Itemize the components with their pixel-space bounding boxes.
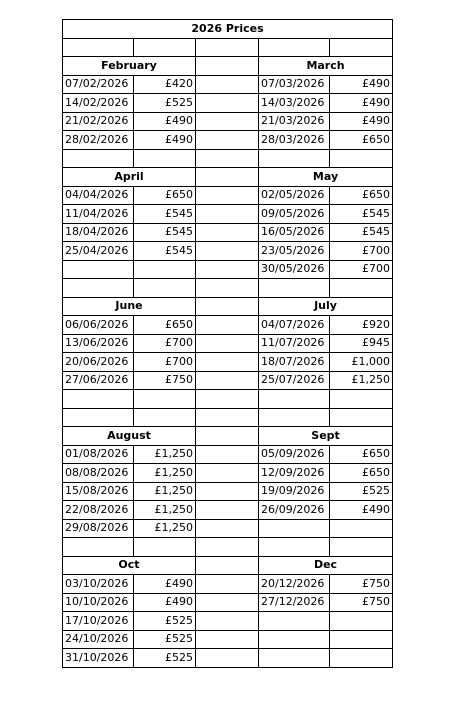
empty-cell xyxy=(196,593,259,612)
price-cell: £490 xyxy=(330,94,393,113)
empty-cell xyxy=(134,390,196,409)
empty-cell xyxy=(196,38,259,57)
spacer-row xyxy=(63,38,393,57)
price-cell: £420 xyxy=(134,75,196,94)
empty-cell xyxy=(330,279,393,298)
table-row xyxy=(63,612,393,631)
price-cell: £1,250 xyxy=(134,464,196,483)
price-table-body xyxy=(63,20,393,668)
empty-cell xyxy=(63,38,134,57)
price-cell: £750 xyxy=(134,371,196,390)
price-cell xyxy=(330,612,393,631)
spacer-row xyxy=(63,408,393,427)
date-cell: 06/06/2026 xyxy=(63,316,134,335)
date-cell: 11/07/2026 xyxy=(259,334,330,353)
spacer-row xyxy=(63,149,393,168)
month-heading: August xyxy=(63,427,196,446)
empty-cell xyxy=(196,427,259,446)
date-cell: 15/08/2026 xyxy=(63,482,134,501)
price-cell: £920 xyxy=(330,316,393,335)
empty-cell xyxy=(196,519,259,538)
date-cell: 13/06/2026 xyxy=(63,334,134,353)
empty-cell xyxy=(196,316,259,335)
empty-cell xyxy=(196,279,259,298)
table-row xyxy=(63,464,393,483)
empty-cell xyxy=(196,390,259,409)
price-cell: £490 xyxy=(134,593,196,612)
empty-cell xyxy=(196,168,259,187)
month-header-row xyxy=(63,297,393,316)
date-cell: 19/09/2026 xyxy=(259,482,330,501)
table-row xyxy=(63,186,393,205)
date-cell: 12/09/2026 xyxy=(259,464,330,483)
price-cell: £1,250 xyxy=(330,371,393,390)
date-cell: 28/03/2026 xyxy=(259,131,330,150)
price-cell xyxy=(330,649,393,668)
price-cell: £490 xyxy=(134,575,196,594)
date-cell: 25/04/2026 xyxy=(63,242,134,261)
price-cell: £650 xyxy=(330,131,393,150)
empty-cell xyxy=(63,538,134,557)
empty-cell xyxy=(196,482,259,501)
price-table xyxy=(62,19,393,668)
date-cell: 20/06/2026 xyxy=(63,353,134,372)
table-row xyxy=(63,371,393,390)
table-row xyxy=(63,316,393,335)
empty-cell xyxy=(196,260,259,279)
price-cell xyxy=(330,519,393,538)
date-cell: 20/12/2026 xyxy=(259,575,330,594)
table-row xyxy=(63,334,393,353)
date-cell: 28/02/2026 xyxy=(63,131,134,150)
table-row xyxy=(63,445,393,464)
price-cell: £700 xyxy=(134,334,196,353)
table-row xyxy=(63,223,393,242)
month-header-row xyxy=(63,168,393,187)
table-row xyxy=(63,205,393,224)
empty-cell xyxy=(63,279,134,298)
table-row xyxy=(63,353,393,372)
date-cell xyxy=(259,649,330,668)
empty-cell xyxy=(196,57,259,76)
empty-cell xyxy=(196,538,259,557)
date-cell: 07/03/2026 xyxy=(259,75,330,94)
date-cell: 18/07/2026 xyxy=(259,353,330,372)
date-cell: 05/09/2026 xyxy=(259,445,330,464)
empty-cell xyxy=(196,186,259,205)
empty-cell xyxy=(330,408,393,427)
date-cell xyxy=(259,612,330,631)
table-row xyxy=(63,94,393,113)
spacer-row xyxy=(63,390,393,409)
date-cell: 29/08/2026 xyxy=(63,519,134,538)
date-cell: 23/05/2026 xyxy=(259,242,330,261)
empty-cell xyxy=(196,445,259,464)
date-cell: 21/02/2026 xyxy=(63,112,134,131)
price-cell: £1,250 xyxy=(134,445,196,464)
table-row xyxy=(63,260,393,279)
price-cell: £700 xyxy=(330,260,393,279)
price-cell: £545 xyxy=(134,242,196,261)
price-cell: £650 xyxy=(330,464,393,483)
price-cell: £700 xyxy=(134,353,196,372)
empty-cell xyxy=(196,75,259,94)
empty-cell xyxy=(196,297,259,316)
date-cell: 22/08/2026 xyxy=(63,501,134,520)
date-cell: 16/05/2026 xyxy=(259,223,330,242)
price-cell: £545 xyxy=(134,223,196,242)
spacer-row xyxy=(63,279,393,298)
empty-cell xyxy=(196,464,259,483)
month-header-row xyxy=(63,57,393,76)
date-cell: 04/04/2026 xyxy=(63,186,134,205)
empty-cell xyxy=(330,390,393,409)
date-cell: 27/12/2026 xyxy=(259,593,330,612)
date-cell: 31/10/2026 xyxy=(63,649,134,668)
price-cell: £700 xyxy=(330,242,393,261)
price-cell: £490 xyxy=(330,112,393,131)
table-row xyxy=(63,630,393,649)
date-cell: 08/08/2026 xyxy=(63,464,134,483)
empty-cell xyxy=(134,408,196,427)
empty-cell xyxy=(196,149,259,168)
price-cell: £525 xyxy=(330,482,393,501)
month-header-row xyxy=(63,556,393,575)
price-cell: £945 xyxy=(330,334,393,353)
title-row xyxy=(63,20,393,39)
date-cell: 14/03/2026 xyxy=(259,94,330,113)
empty-cell xyxy=(196,334,259,353)
price-cell: £525 xyxy=(134,612,196,631)
price-cell: £525 xyxy=(134,630,196,649)
date-cell: 25/07/2026 xyxy=(259,371,330,390)
empty-cell xyxy=(259,38,330,57)
table-row xyxy=(63,112,393,131)
table-row xyxy=(63,131,393,150)
date-cell: 02/05/2026 xyxy=(259,186,330,205)
price-cell: £490 xyxy=(134,131,196,150)
price-cell: £490 xyxy=(134,112,196,131)
table-row xyxy=(63,575,393,594)
price-cell: £525 xyxy=(134,649,196,668)
empty-cell xyxy=(196,353,259,372)
empty-cell xyxy=(196,575,259,594)
price-cell xyxy=(134,260,196,279)
empty-cell xyxy=(259,538,330,557)
month-heading: May xyxy=(259,168,393,187)
date-cell: 21/03/2026 xyxy=(259,112,330,131)
date-cell xyxy=(259,630,330,649)
price-cell: £650 xyxy=(330,445,393,464)
empty-cell xyxy=(330,538,393,557)
empty-cell xyxy=(134,38,196,57)
month-heading: Dec xyxy=(259,556,393,575)
price-cell: £525 xyxy=(134,94,196,113)
table-row xyxy=(63,242,393,261)
price-cell: £545 xyxy=(330,205,393,224)
empty-cell xyxy=(196,556,259,575)
date-cell: 27/06/2026 xyxy=(63,371,134,390)
empty-cell xyxy=(259,149,330,168)
price-cell: £545 xyxy=(134,205,196,224)
empty-cell xyxy=(196,408,259,427)
price-cell: £490 xyxy=(330,75,393,94)
empty-cell xyxy=(196,649,259,668)
price-cell: £1,250 xyxy=(134,482,196,501)
empty-cell xyxy=(196,371,259,390)
empty-cell xyxy=(134,279,196,298)
date-cell: 26/09/2026 xyxy=(259,501,330,520)
date-cell: 18/04/2026 xyxy=(63,223,134,242)
spacer-row xyxy=(63,538,393,557)
price-cell: £650 xyxy=(330,186,393,205)
price-cell: £490 xyxy=(330,501,393,520)
price-cell: £1,000 xyxy=(330,353,393,372)
empty-cell xyxy=(196,94,259,113)
table-row xyxy=(63,501,393,520)
empty-cell xyxy=(196,112,259,131)
empty-cell xyxy=(259,390,330,409)
table-row xyxy=(63,75,393,94)
date-cell: 04/07/2026 xyxy=(259,316,330,335)
empty-cell xyxy=(196,131,259,150)
empty-cell xyxy=(196,205,259,224)
date-cell: 17/10/2026 xyxy=(63,612,134,631)
empty-cell xyxy=(196,612,259,631)
date-cell: 24/10/2026 xyxy=(63,630,134,649)
empty-cell xyxy=(196,630,259,649)
date-cell: 14/02/2026 xyxy=(63,94,134,113)
date-cell: 07/02/2026 xyxy=(63,75,134,94)
price-cell: £545 xyxy=(330,223,393,242)
price-cell: £650 xyxy=(134,186,196,205)
empty-cell xyxy=(63,149,134,168)
empty-cell xyxy=(134,538,196,557)
empty-cell xyxy=(259,408,330,427)
date-cell: 09/05/2026 xyxy=(259,205,330,224)
empty-cell xyxy=(259,279,330,298)
month-heading: July xyxy=(259,297,393,316)
price-cell: £650 xyxy=(134,316,196,335)
table-row xyxy=(63,482,393,501)
date-cell: 03/10/2026 xyxy=(63,575,134,594)
table-title: 2026 Prices xyxy=(63,20,393,39)
price-cell: £750 xyxy=(330,575,393,594)
month-heading: Sept xyxy=(259,427,393,446)
table-row xyxy=(63,519,393,538)
empty-cell xyxy=(196,223,259,242)
date-cell: 10/10/2026 xyxy=(63,593,134,612)
price-cell: £1,250 xyxy=(134,519,196,538)
date-cell: 30/05/2026 xyxy=(259,260,330,279)
month-heading: Oct xyxy=(63,556,196,575)
empty-cell xyxy=(63,390,134,409)
empty-cell xyxy=(134,149,196,168)
month-header-row xyxy=(63,427,393,446)
month-heading: April xyxy=(63,168,196,187)
month-heading: June xyxy=(63,297,196,316)
date-cell xyxy=(259,519,330,538)
empty-cell xyxy=(330,38,393,57)
date-cell xyxy=(63,260,134,279)
price-cell: £1,250 xyxy=(134,501,196,520)
empty-cell xyxy=(330,149,393,168)
date-cell: 11/04/2026 xyxy=(63,205,134,224)
month-heading: March xyxy=(259,57,393,76)
empty-cell xyxy=(196,501,259,520)
month-heading: February xyxy=(63,57,196,76)
price-cell: £750 xyxy=(330,593,393,612)
empty-cell xyxy=(63,408,134,427)
empty-cell xyxy=(196,242,259,261)
date-cell: 01/08/2026 xyxy=(63,445,134,464)
table-row xyxy=(63,649,393,668)
table-row xyxy=(63,593,393,612)
price-cell xyxy=(330,630,393,649)
